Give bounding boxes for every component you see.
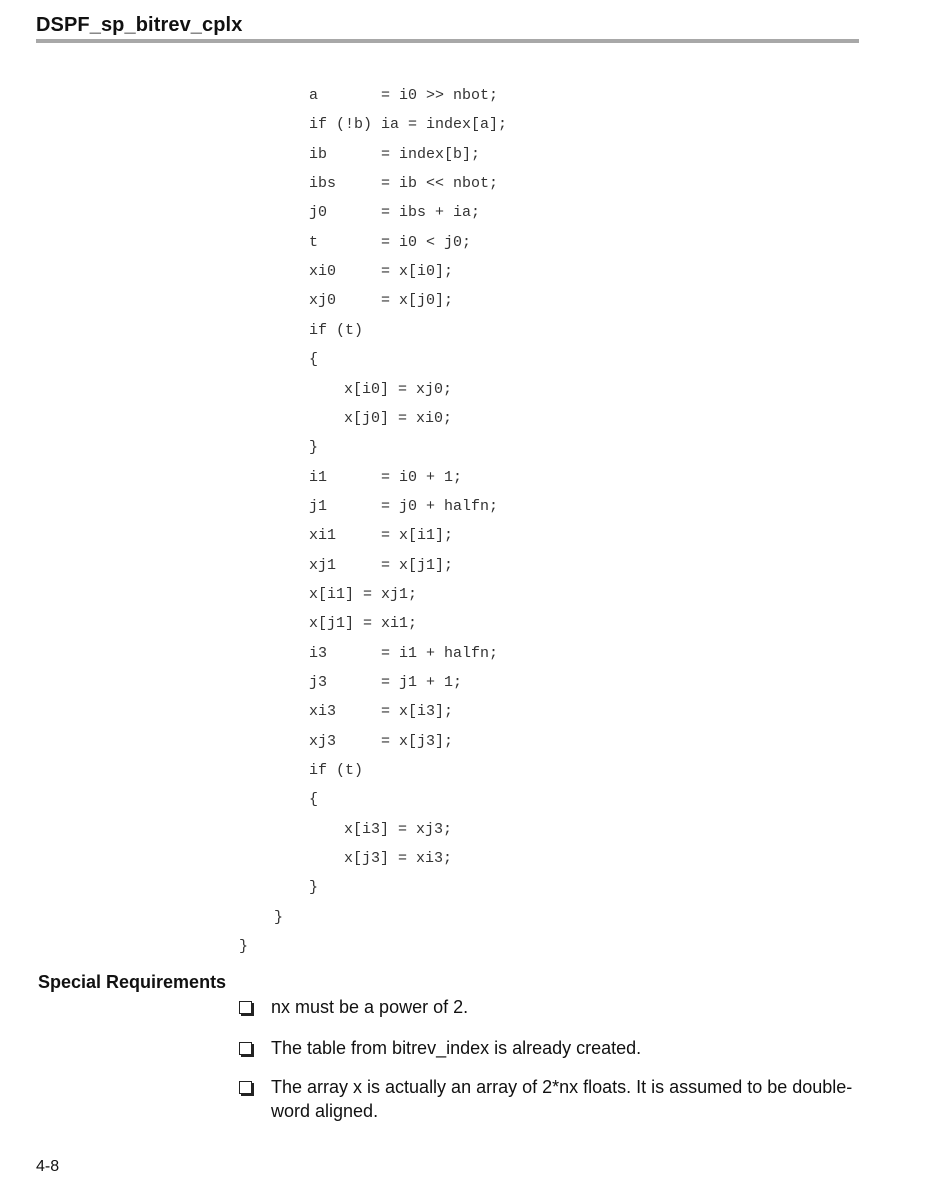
- code-line: xj0 = x[j0];: [309, 292, 454, 310]
- code-line: ib = index[b];: [309, 145, 481, 163]
- page-number: 4-8: [36, 1158, 60, 1175]
- code-line: i1 = i0 + 1;: [309, 468, 463, 486]
- code-line: xi0 = x[i0];: [309, 263, 454, 281]
- section-heading: Special Requirements: [38, 972, 227, 992]
- requirement-text: nx must be a power of 2.: [271, 997, 469, 1017]
- requirement-text: The table from bitrev_index is already created.: [271, 1038, 642, 1058]
- requirement-text: The array x is actually an array of 2*nx floats. It is assumed to be double-word aligned.: [271, 1077, 853, 1121]
- code-line: j1 = j0 + halfn;: [309, 497, 499, 515]
- code-line: if (!b) ia = index[a];: [309, 116, 508, 134]
- code-line: x[i1] = xj1;: [309, 585, 418, 603]
- code-line: x[j1] = xi1;: [309, 615, 418, 633]
- checkbox-bullet-icon: [239, 1001, 252, 1014]
- code-line: xi1 = x[i1];: [309, 527, 454, 545]
- code-line: }: [309, 439, 319, 457]
- code-line: x[j0] = xi0;: [344, 409, 453, 427]
- code-line: xi3 = x[i3];: [309, 703, 454, 721]
- code-line: x[i0] = xj0;: [344, 380, 453, 398]
- code-line: x[i3] = xj3;: [344, 820, 453, 838]
- code-line: x[j3] = xi3;: [344, 850, 453, 868]
- code-line: i3 = i1 + halfn;: [309, 644, 499, 662]
- code-line: j3 = j1 + 1;: [309, 674, 463, 691]
- code-line: }: [274, 908, 284, 926]
- code-line: a = i0 >> nbot;: [309, 87, 499, 104]
- code-line: if (t): [309, 321, 364, 339]
- code-line: j0 = ibs + ia;: [309, 204, 481, 222]
- code-line: xj3 = x[j3];: [309, 732, 454, 750]
- code-line: if (t): [309, 762, 364, 780]
- code-line: {: [309, 351, 319, 369]
- checkbox-bullet-icon: [239, 1081, 252, 1094]
- code-line: }: [239, 938, 249, 956]
- code-line: {: [309, 791, 319, 809]
- code-line: xj1 = x[j1];: [309, 556, 454, 574]
- code-line: }: [309, 879, 319, 897]
- checkbox-bullet-icon: [239, 1042, 252, 1055]
- code-line: t = i0 < j0;: [309, 233, 472, 251]
- code-line: ibs = ib << nbot;: [309, 175, 499, 193]
- page-title: DSPF_sp_bitrev_cplx: [36, 14, 243, 36]
